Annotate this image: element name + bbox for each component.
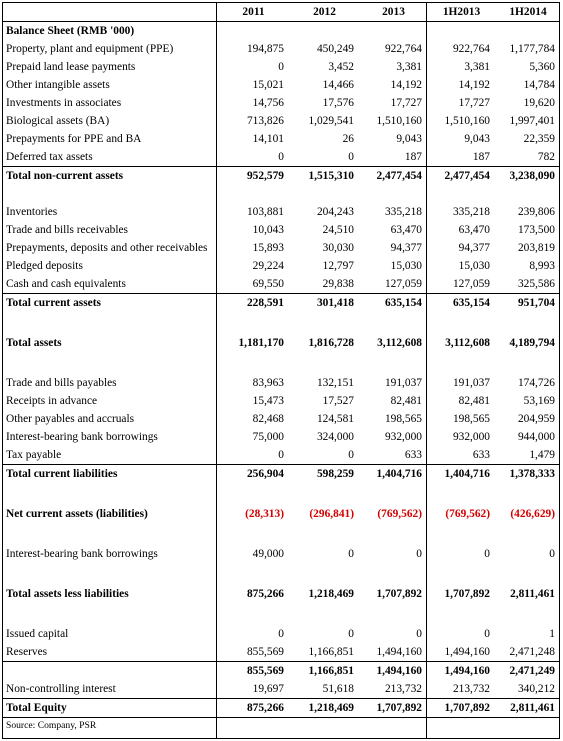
row-label bbox=[3, 662, 216, 681]
value-cell: 15,893 bbox=[252, 241, 284, 254]
spacer-row bbox=[3, 523, 559, 545]
table-row bbox=[3, 275, 559, 294]
table-row bbox=[3, 294, 559, 313]
table-row bbox=[3, 585, 559, 603]
value-cell: 0 bbox=[278, 448, 284, 461]
row-label: Property, plant and equipment (PPE) bbox=[6, 42, 174, 55]
empty-cell bbox=[494, 523, 559, 545]
table-row bbox=[3, 643, 559, 662]
empty-cell bbox=[216, 185, 288, 203]
table-row bbox=[3, 662, 559, 681]
value-cell: 0 bbox=[416, 547, 422, 560]
value-cell: 0 bbox=[278, 150, 284, 163]
table-row bbox=[3, 374, 559, 392]
value-cell: 1,510,160 bbox=[376, 114, 422, 127]
empty-cell bbox=[288, 563, 358, 585]
value-cell: 9,043 bbox=[396, 132, 422, 145]
empty-cell bbox=[3, 603, 216, 625]
column-header: 2012 bbox=[288, 3, 358, 22]
value-cell: 2,471,249 bbox=[494, 662, 559, 681]
value-cell: 635,154 bbox=[358, 294, 426, 313]
value-cell: 944,000 bbox=[517, 430, 555, 443]
spacer-row bbox=[3, 563, 559, 585]
value-cell: 3,381 bbox=[396, 60, 422, 73]
value-cell: 450,249 bbox=[316, 42, 354, 55]
table-row bbox=[3, 203, 559, 221]
row-label: Total Equity bbox=[3, 699, 216, 718]
row-label: Prepayments, deposits and other receivables bbox=[6, 241, 208, 254]
value-cell: 17,576 bbox=[322, 96, 354, 109]
row-label: Total assets less liabilities bbox=[6, 587, 129, 600]
row-label: Other payables and accruals bbox=[6, 412, 135, 425]
row-label: Investments in associates bbox=[6, 96, 122, 109]
value-cell: 325,586 bbox=[517, 277, 555, 290]
row-label: Net current assets (liabilities) bbox=[6, 507, 148, 520]
value-cell: 1,494,160 bbox=[444, 645, 490, 658]
value-cell: 633 bbox=[472, 448, 490, 461]
value-cell: 17,727 bbox=[390, 96, 422, 109]
empty-cell bbox=[426, 22, 494, 41]
empty-cell bbox=[3, 563, 216, 585]
value-cell: (426,629) bbox=[510, 507, 555, 520]
table-row bbox=[3, 58, 559, 76]
value-cell: 875,266 bbox=[246, 587, 284, 600]
value-cell: 14,101 bbox=[252, 132, 284, 145]
value-cell: 187 bbox=[472, 150, 490, 163]
row-label: Prepayments for PPE and BA bbox=[6, 132, 142, 145]
value-cell: 82,481 bbox=[458, 394, 490, 407]
empty-cell bbox=[3, 483, 216, 505]
value-cell: 29,224 bbox=[252, 259, 284, 272]
value-cell: 1,218,469 bbox=[308, 587, 354, 600]
value-cell: 0 bbox=[348, 547, 354, 560]
value-cell: 53,169 bbox=[523, 394, 555, 407]
value-cell: 26 bbox=[342, 132, 354, 145]
value-cell: 2,477,454 bbox=[358, 167, 426, 186]
value-cell: 1,707,892 bbox=[444, 587, 490, 600]
value-cell: 256,904 bbox=[216, 465, 288, 484]
value-cell: 2,477,454 bbox=[426, 167, 494, 186]
value-cell: 932,000 bbox=[384, 430, 422, 443]
value-cell: 922,764 bbox=[452, 42, 490, 55]
value-cell: 10,043 bbox=[252, 223, 284, 236]
value-cell: 1,029,541 bbox=[308, 114, 354, 127]
balance-sheet-table bbox=[2, 2, 560, 739]
value-cell: 82,481 bbox=[390, 394, 422, 407]
empty-cell bbox=[288, 523, 358, 545]
value-cell: 198,565 bbox=[384, 412, 422, 425]
table-row bbox=[3, 257, 559, 275]
value-cell: 191,037 bbox=[384, 376, 422, 389]
value-cell: 51,618 bbox=[322, 682, 354, 695]
value-cell: 1,166,851 bbox=[308, 645, 354, 658]
empty-cell bbox=[216, 603, 288, 625]
value-cell: 633 bbox=[404, 448, 422, 461]
empty-cell bbox=[426, 352, 494, 374]
table-row bbox=[3, 465, 559, 484]
empty-cell bbox=[494, 352, 559, 374]
value-cell: 3,112,608 bbox=[445, 336, 490, 349]
value-cell: 75,000 bbox=[252, 430, 284, 443]
value-cell: 1,707,892 bbox=[426, 699, 494, 718]
empty-cell bbox=[358, 563, 426, 585]
empty-cell bbox=[426, 563, 494, 585]
value-cell: 14,784 bbox=[523, 78, 555, 91]
value-cell: 324,000 bbox=[316, 430, 354, 443]
value-cell: 19,697 bbox=[252, 682, 284, 695]
value-cell: 1,166,851 bbox=[288, 662, 358, 681]
value-cell: 9,043 bbox=[464, 132, 490, 145]
value-cell: 3,452 bbox=[328, 60, 354, 73]
value-cell: 2,811,461 bbox=[510, 587, 555, 600]
value-cell: 782 bbox=[537, 150, 555, 163]
row-label: Tax payable bbox=[6, 448, 62, 461]
row-label: Non-controlling interest bbox=[6, 682, 116, 695]
empty-cell bbox=[216, 312, 288, 334]
value-cell: 24,510 bbox=[322, 223, 354, 236]
empty-cell bbox=[426, 312, 494, 334]
value-cell: 0 bbox=[278, 627, 284, 640]
value-cell: 173,500 bbox=[517, 223, 555, 236]
row-label: Total non-current assets bbox=[3, 167, 216, 186]
row-label: Deferred tax assets bbox=[6, 150, 93, 163]
value-cell: 0 bbox=[484, 547, 490, 560]
row-label: Trade and bills payables bbox=[6, 376, 117, 389]
value-cell: 1,510,160 bbox=[444, 114, 490, 127]
empty-cell bbox=[494, 185, 559, 203]
column-header: 1H2014 bbox=[494, 3, 559, 22]
value-cell: 301,418 bbox=[288, 294, 358, 313]
value-cell: 94,377 bbox=[390, 241, 422, 254]
row-label: Inventories bbox=[6, 205, 58, 218]
value-cell: 2,471,248 bbox=[509, 645, 555, 658]
column-header: 2013 bbox=[358, 3, 426, 22]
table-row bbox=[3, 40, 559, 58]
table-row bbox=[3, 625, 559, 643]
empty-cell bbox=[358, 523, 426, 545]
value-cell: 1,177,784 bbox=[509, 42, 555, 55]
row-label: Issued capital bbox=[6, 627, 69, 640]
empty-cell bbox=[494, 563, 559, 585]
spacer-row bbox=[3, 185, 559, 203]
value-cell: 3,112,608 bbox=[377, 336, 422, 349]
empty-cell bbox=[3, 523, 216, 545]
source-note: Source: Company, PSR bbox=[3, 718, 559, 734]
table-row bbox=[3, 130, 559, 148]
empty-cell bbox=[216, 483, 288, 505]
value-cell: 94,377 bbox=[458, 241, 490, 254]
value-cell: 15,030 bbox=[390, 259, 422, 272]
value-cell: 14,756 bbox=[252, 96, 284, 109]
value-cell: 0 bbox=[416, 627, 422, 640]
table-row bbox=[3, 239, 559, 257]
row-label: Biological assets (BA) bbox=[6, 114, 110, 127]
value-cell: 0 bbox=[348, 150, 354, 163]
value-cell: 19,620 bbox=[523, 96, 555, 109]
value-cell: 187 bbox=[404, 150, 422, 163]
balance-sheet-grid bbox=[3, 3, 559, 733]
value-cell: 340,212 bbox=[517, 682, 555, 695]
value-cell: 63,470 bbox=[458, 223, 490, 236]
spacer-row bbox=[3, 312, 559, 334]
row-label: Pledged deposits bbox=[6, 259, 83, 272]
table-row bbox=[3, 94, 559, 112]
value-cell: 3,238,090 bbox=[494, 167, 559, 186]
value-cell: 14,192 bbox=[390, 78, 422, 91]
value-cell: 875,266 bbox=[216, 699, 288, 718]
value-cell: 2,811,461 bbox=[494, 699, 559, 718]
row-label: Trade and bills receivables bbox=[6, 223, 128, 236]
value-cell: 855,569 bbox=[216, 662, 288, 681]
table-row bbox=[3, 446, 559, 465]
value-cell: 1,494,160 bbox=[358, 662, 426, 681]
empty-cell bbox=[494, 603, 559, 625]
value-cell: 17,527 bbox=[322, 394, 354, 407]
table-row bbox=[3, 167, 559, 186]
table-row bbox=[3, 221, 559, 239]
empty-cell bbox=[358, 483, 426, 505]
value-cell: 1,181,170 bbox=[238, 336, 284, 349]
table-row bbox=[3, 410, 559, 428]
section-title-row bbox=[3, 22, 559, 41]
empty-cell bbox=[494, 312, 559, 334]
value-cell: 29,838 bbox=[322, 277, 354, 290]
value-cell: 5,360 bbox=[529, 60, 555, 73]
empty-cell bbox=[358, 603, 426, 625]
row-label: Total current liabilities bbox=[3, 465, 216, 484]
empty-cell bbox=[426, 185, 494, 203]
empty-cell bbox=[426, 523, 494, 545]
value-cell: 83,963 bbox=[252, 376, 284, 389]
empty-cell bbox=[494, 483, 559, 505]
row-label: Reserves bbox=[6, 645, 48, 658]
empty-cell bbox=[426, 483, 494, 505]
value-cell: 1,816,728 bbox=[308, 336, 354, 349]
spacer-row bbox=[3, 483, 559, 505]
value-cell: 12,797 bbox=[322, 259, 354, 272]
column-divider bbox=[426, 3, 427, 738]
value-cell: 213,732 bbox=[384, 682, 422, 695]
value-cell: 22,359 bbox=[523, 132, 555, 145]
empty-cell bbox=[288, 603, 358, 625]
value-cell: 49,000 bbox=[252, 547, 284, 560]
empty-cell bbox=[288, 185, 358, 203]
row-label: Total assets bbox=[6, 336, 62, 349]
value-cell: 4,189,794 bbox=[509, 336, 555, 349]
value-cell: 1,515,310 bbox=[288, 167, 358, 186]
value-cell: 713,826 bbox=[246, 114, 284, 127]
table-row bbox=[3, 112, 559, 130]
table-row bbox=[3, 699, 559, 718]
empty-cell bbox=[3, 312, 216, 334]
value-cell: 1,378,333 bbox=[494, 465, 559, 484]
value-cell: 1,707,892 bbox=[376, 587, 422, 600]
value-cell: 15,021 bbox=[252, 78, 284, 91]
value-cell: 194,875 bbox=[246, 42, 284, 55]
table-title: Balance Sheet (RMB '000) bbox=[6, 24, 135, 37]
value-cell: 82,468 bbox=[252, 412, 284, 425]
value-cell: (769,562) bbox=[445, 507, 490, 520]
table-row bbox=[3, 680, 559, 699]
value-cell: 932,000 bbox=[452, 430, 490, 443]
value-cell: 204,243 bbox=[316, 205, 354, 218]
value-cell: (769,562) bbox=[377, 507, 422, 520]
empty-cell bbox=[494, 22, 559, 41]
value-cell: 1,707,892 bbox=[358, 699, 426, 718]
empty-cell bbox=[358, 352, 426, 374]
empty-cell bbox=[288, 22, 358, 41]
value-cell: 8,993 bbox=[529, 259, 555, 272]
value-cell: 198,565 bbox=[452, 412, 490, 425]
row-label: Interest-bearing bank borrowings bbox=[6, 547, 158, 560]
value-cell: 69,550 bbox=[252, 277, 284, 290]
value-cell: 14,466 bbox=[322, 78, 354, 91]
row-label: Receipts in advance bbox=[6, 394, 98, 407]
value-cell: 1 bbox=[549, 627, 555, 640]
table-row bbox=[3, 148, 559, 167]
value-cell: 951,704 bbox=[494, 294, 559, 313]
spacer-row bbox=[3, 603, 559, 625]
table-row bbox=[3, 505, 559, 523]
table-row bbox=[3, 334, 559, 352]
table-row bbox=[3, 392, 559, 410]
value-cell: 127,059 bbox=[452, 277, 490, 290]
value-cell: 124,581 bbox=[316, 412, 354, 425]
empty-cell bbox=[358, 22, 426, 41]
value-cell: 191,037 bbox=[452, 376, 490, 389]
empty-cell bbox=[288, 352, 358, 374]
value-cell: (296,841) bbox=[309, 507, 354, 520]
value-cell: 1,218,469 bbox=[288, 699, 358, 718]
value-cell: 63,470 bbox=[390, 223, 422, 236]
value-cell: 635,154 bbox=[426, 294, 494, 313]
empty-cell bbox=[288, 483, 358, 505]
value-cell: 952,579 bbox=[216, 167, 288, 186]
column-header: 2011 bbox=[216, 3, 288, 22]
value-cell: 103,881 bbox=[246, 205, 284, 218]
table-row bbox=[3, 545, 559, 563]
value-cell: 855,569 bbox=[246, 645, 284, 658]
spacer-row bbox=[3, 352, 559, 374]
empty-cell bbox=[288, 312, 358, 334]
value-cell: 203,819 bbox=[517, 241, 555, 254]
header-row bbox=[3, 3, 559, 22]
value-cell: (28,313) bbox=[245, 507, 284, 520]
value-cell: 228,591 bbox=[216, 294, 288, 313]
corner-cell bbox=[3, 3, 216, 22]
empty-cell bbox=[3, 185, 216, 203]
value-cell: 598,259 bbox=[288, 465, 358, 484]
column-divider bbox=[216, 3, 217, 738]
value-cell: 1,479 bbox=[529, 448, 555, 461]
value-cell: 0 bbox=[484, 627, 490, 640]
value-cell: 174,726 bbox=[517, 376, 555, 389]
value-cell: 14,192 bbox=[458, 78, 490, 91]
row-label: Interest-bearing bank borrowings bbox=[6, 430, 158, 443]
value-cell: 0 bbox=[278, 60, 284, 73]
empty-cell bbox=[426, 603, 494, 625]
value-cell: 335,218 bbox=[384, 205, 422, 218]
value-cell: 922,764 bbox=[384, 42, 422, 55]
table-row bbox=[3, 76, 559, 94]
column-header: 1H2013 bbox=[426, 3, 494, 22]
value-cell: 1,997,401 bbox=[509, 114, 555, 127]
value-cell: 335,218 bbox=[452, 205, 490, 218]
source-row bbox=[3, 718, 559, 734]
row-label: Cash and cash equivalents bbox=[6, 277, 126, 290]
value-cell: 30,030 bbox=[322, 241, 354, 254]
empty-cell bbox=[216, 563, 288, 585]
value-cell: 1,404,716 bbox=[358, 465, 426, 484]
table-row bbox=[3, 428, 559, 446]
value-cell: 0 bbox=[348, 448, 354, 461]
value-cell: 1,494,160 bbox=[376, 645, 422, 658]
row-label: Other intangible assets bbox=[6, 78, 110, 91]
row-label: Total current assets bbox=[3, 294, 216, 313]
value-cell: 0 bbox=[348, 627, 354, 640]
empty-cell bbox=[358, 312, 426, 334]
empty-cell bbox=[216, 523, 288, 545]
value-cell: 3,381 bbox=[464, 60, 490, 73]
value-cell: 1,494,160 bbox=[426, 662, 494, 681]
value-cell: 213,732 bbox=[452, 682, 490, 695]
empty-cell bbox=[216, 352, 288, 374]
value-cell: 17,727 bbox=[458, 96, 490, 109]
value-cell: 132,151 bbox=[316, 376, 354, 389]
empty-cell bbox=[358, 185, 426, 203]
value-cell: 204,959 bbox=[517, 412, 555, 425]
empty-cell bbox=[3, 352, 216, 374]
row-label: Prepaid land lease payments bbox=[6, 60, 136, 73]
value-cell: 15,030 bbox=[458, 259, 490, 272]
empty-cell bbox=[216, 22, 288, 41]
value-cell: 0 bbox=[549, 547, 555, 560]
value-cell: 1,404,716 bbox=[426, 465, 494, 484]
value-cell: 239,806 bbox=[517, 205, 555, 218]
value-cell: 15,473 bbox=[252, 394, 284, 407]
value-cell: 127,059 bbox=[384, 277, 422, 290]
